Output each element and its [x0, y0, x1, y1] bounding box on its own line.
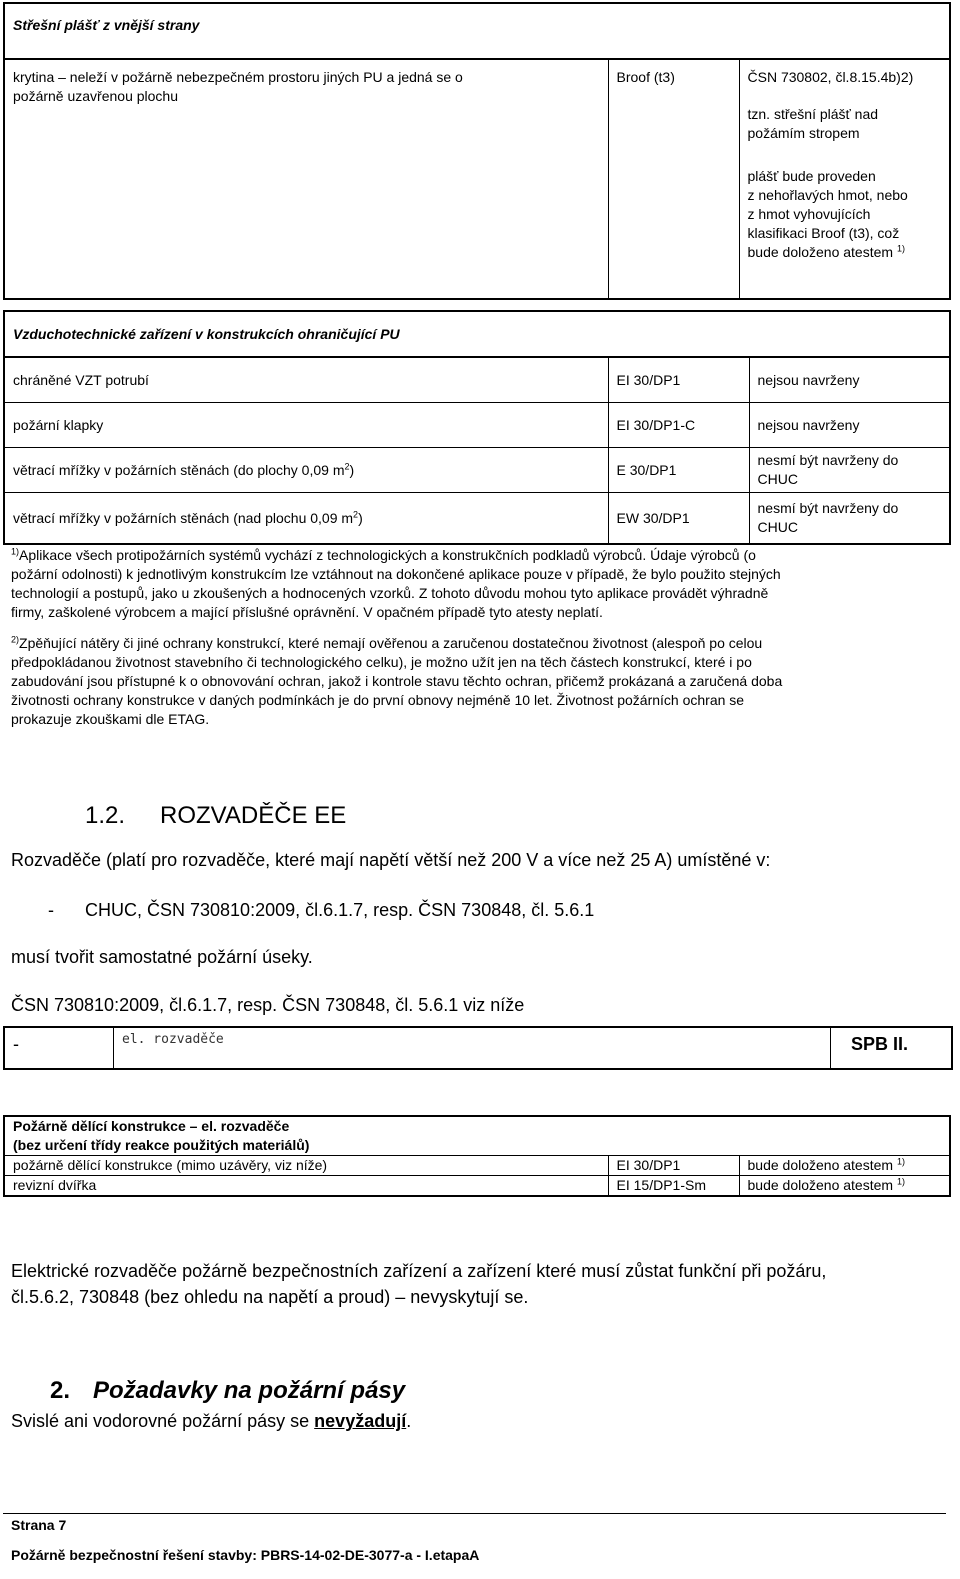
table-row [4, 448, 950, 493]
footnote-2 [11, 634, 931, 729]
table-row [4, 403, 950, 448]
rozv-row-name: požárně dělící konstrukce (mimo uzávěry, viz níže) [4, 1156, 608, 1176]
paragraph-line: Elektrické rozvaděče požárně bezpečnostních zařízení a zařízení které musí zůstat funkční při požáru, [11, 1261, 827, 1281]
vzt-table-header: Vzduchotechnické zařízení v konstrukcích ohraničující PU [4, 311, 950, 357]
footer-divider [3, 1513, 946, 1514]
roof-cell-description [4, 59, 608, 299]
vzt-row-status: nejsou navrženy [749, 403, 950, 448]
vzt-row-name-text: větrací mřížky v požárních stěnách (do plochy 0,09 m [13, 461, 345, 478]
footnote-ref: 1) [896, 1156, 905, 1167]
rozv-row-class: EI 15/DP1-Sm [608, 1176, 739, 1197]
footnote-line: zabudování jsou přístupné k o obnovování ochran, jakož i kontrole stavu těchto ochran, přičemž prokázaná a zaručená doba [11, 673, 783, 689]
footnote-line: firmy, zaškolené výrobcem a mající příslušné oprávnění. V opačném případě tyto atesty neplatí. [11, 604, 603, 620]
rozv-row-name: revizní dvířka [4, 1176, 608, 1197]
section2-number: 2. [50, 1377, 71, 1404]
table-row [4, 1156, 950, 1176]
roof-note-line: požámím stropem [747, 125, 860, 141]
section-title: ROZVADĚČE EE [160, 802, 347, 829]
footnote-line: Aplikace všech protipožárních systémů vychází z technologických a konstrukčních podkladů výrobců. Údaje výrobců (o [19, 547, 756, 563]
footnote-marker: 2) [11, 634, 20, 645]
roof-note-line: plášť bude proveden [747, 168, 876, 184]
footer-title: Požárně bezpečnostní řešení stavby: PBRS-14-02-DE-3077-a - I.etapaA [11, 1547, 480, 1563]
vzt-row-class: EI 30/DP1 [608, 357, 749, 403]
footnote-line: životnosti ochrany konstrukce v daných podmínkách je do první obnovy nejméně 10 let. Životnost požárních ochran se [11, 692, 745, 708]
status-line: nesmí být navrženy do [757, 452, 899, 468]
footnote-line: předpokládanou životnost stavebního či technologického celku), je možno užít jen na těch částech konstrukcí, které i po [11, 654, 752, 670]
paragraph-line: čl.5.6.2, 730848 (bez ohledu na napětí a proud) – nevyskytují se. [11, 1287, 529, 1307]
footer-page: Strana 7 [11, 1517, 67, 1533]
header-line: (bez určení třídy reakce použitých materiálů) [13, 1137, 310, 1153]
text-pre: Svislé ani vodorovné požární pásy se [11, 1411, 315, 1431]
roof-note-line: z hmot vyhovujících [747, 206, 871, 222]
rozv-row-status [739, 1156, 950, 1176]
bullet-text: CHUC, ČSN 730810:2009, čl.6.1.7, resp. ČSN 730848, čl. 5.6.1 [85, 900, 595, 920]
vzt-row-name-text: větrací mřížky v požárních stěnách (nad plochu 0,09 m [13, 509, 354, 526]
vzt-row-name-end: ) [349, 461, 355, 478]
vzt-row-status: nejsou navrženy [749, 357, 950, 403]
paragraph: ČSN 730810:2009, čl.6.1.7, resp. ČSN 730848, čl. 5.6.1 viz níže [11, 995, 525, 1015]
vzt-row-name: chráněné VZT potrubí [4, 357, 608, 403]
bullet-dash: - [48, 900, 54, 920]
footnote-ref: 1) [896, 243, 905, 254]
section-number: 1.2. [85, 802, 126, 829]
vzt-row-status [749, 493, 950, 545]
vzt-row-name-end: ) [358, 509, 363, 526]
section2-text [11, 1411, 411, 1432]
rozvadece-table-header [4, 1116, 950, 1156]
rozv-row-class: EI 30/DP1 [608, 1156, 739, 1176]
section-intro: Rozvaděče (platí pro rozvaděče, které mají napětí větší než 200 V a více než 25 A) umístěné v: [11, 850, 771, 870]
status-line: nesmí být navrženy do [757, 500, 899, 516]
status-text: bude doloženo atestem [747, 1177, 894, 1193]
vzt-table [3, 310, 951, 545]
footnote-line: prokazuje zkouškami dle ETAG. [11, 711, 210, 727]
text-post: . [406, 1411, 412, 1431]
vzt-row-name: požární klapky [4, 403, 608, 448]
header-line: Požárně dělící konstrukce – el. rozvaděče [13, 1118, 290, 1134]
vzt-row-name [4, 448, 608, 493]
footnote-1 [11, 546, 931, 622]
roof-note-line: klasifikaci Broof (t3), což [747, 225, 900, 241]
roof-table-header: Střešní plášť z vnější strany [4, 3, 950, 59]
footnote-line: požární odolnosti) k jednotlivým konstrukcím lze vztáhnout na dokončené aplikace pouze v případě, že bylo použito stejných [11, 566, 781, 582]
spb-row [3, 1026, 953, 1070]
table-row [4, 1176, 950, 1197]
section2-title: Požadavky na požární pásy [93, 1377, 406, 1404]
text-underlined: nevyžadují [314, 1411, 407, 1431]
table-row [4, 493, 950, 545]
roof-cell-class: Broof (t3) [608, 59, 739, 299]
spb-value: SPB II. [851, 1034, 909, 1054]
vzt-row-class: EW 30/DP1 [608, 493, 749, 545]
roof-note-line: z nehořlavých hmot, nebo [747, 187, 908, 203]
roof-note-line: ČSN 730802, čl.8.15.4b)2) [747, 69, 914, 85]
roof-desc-line1: krytina – neleží v požárně nebezpečném prostoru jiných PU a jedná se o [13, 69, 463, 85]
status-text: bude doloženo atestem [747, 1157, 894, 1173]
roof-cell-note [739, 59, 950, 299]
roof-note-line: tzn. střešní plášť nad [747, 106, 879, 122]
footnote-line: technologií a postupů, jako u zkoušených a hodnocených vzorků. Z tohoto důvodu mohou tyto aplikace provádět výhradně [11, 585, 769, 601]
paragraph: musí tvořit samostatné požární úseky. [11, 947, 313, 967]
table-row [4, 357, 950, 403]
paragraph-electric [11, 1258, 951, 1310]
status-line: CHUC [757, 471, 798, 487]
roof-note-line: bude doloženo atestem [747, 244, 894, 260]
status-line: CHUC [757, 519, 798, 535]
spb-dash: - [13, 1034, 19, 1054]
rozv-row-status [739, 1176, 950, 1197]
footnote-line: Zpěňující nátěry či jiné ochrany konstrukcí, které nemají ověřenou a zaručenou dostatečnou životnost (alespoň po celou [19, 635, 763, 651]
vzt-row-class: E 30/DP1 [608, 448, 749, 493]
roof-desc-line2: požárně uzavřenou plochu [13, 88, 179, 104]
vzt-row-name [4, 493, 608, 545]
superscript: 2 [353, 508, 359, 519]
footnote-marker: 1) [11, 546, 20, 557]
vzt-row-class: EI 30/DP1-C [608, 403, 749, 448]
roof-table [3, 2, 951, 300]
footnote-ref: 1) [896, 1176, 905, 1187]
spb-label: el. rozvaděče [113, 1028, 831, 1068]
rozvadece-table [3, 1115, 951, 1197]
superscript: 2 [344, 460, 350, 471]
vzt-row-status [749, 448, 950, 493]
